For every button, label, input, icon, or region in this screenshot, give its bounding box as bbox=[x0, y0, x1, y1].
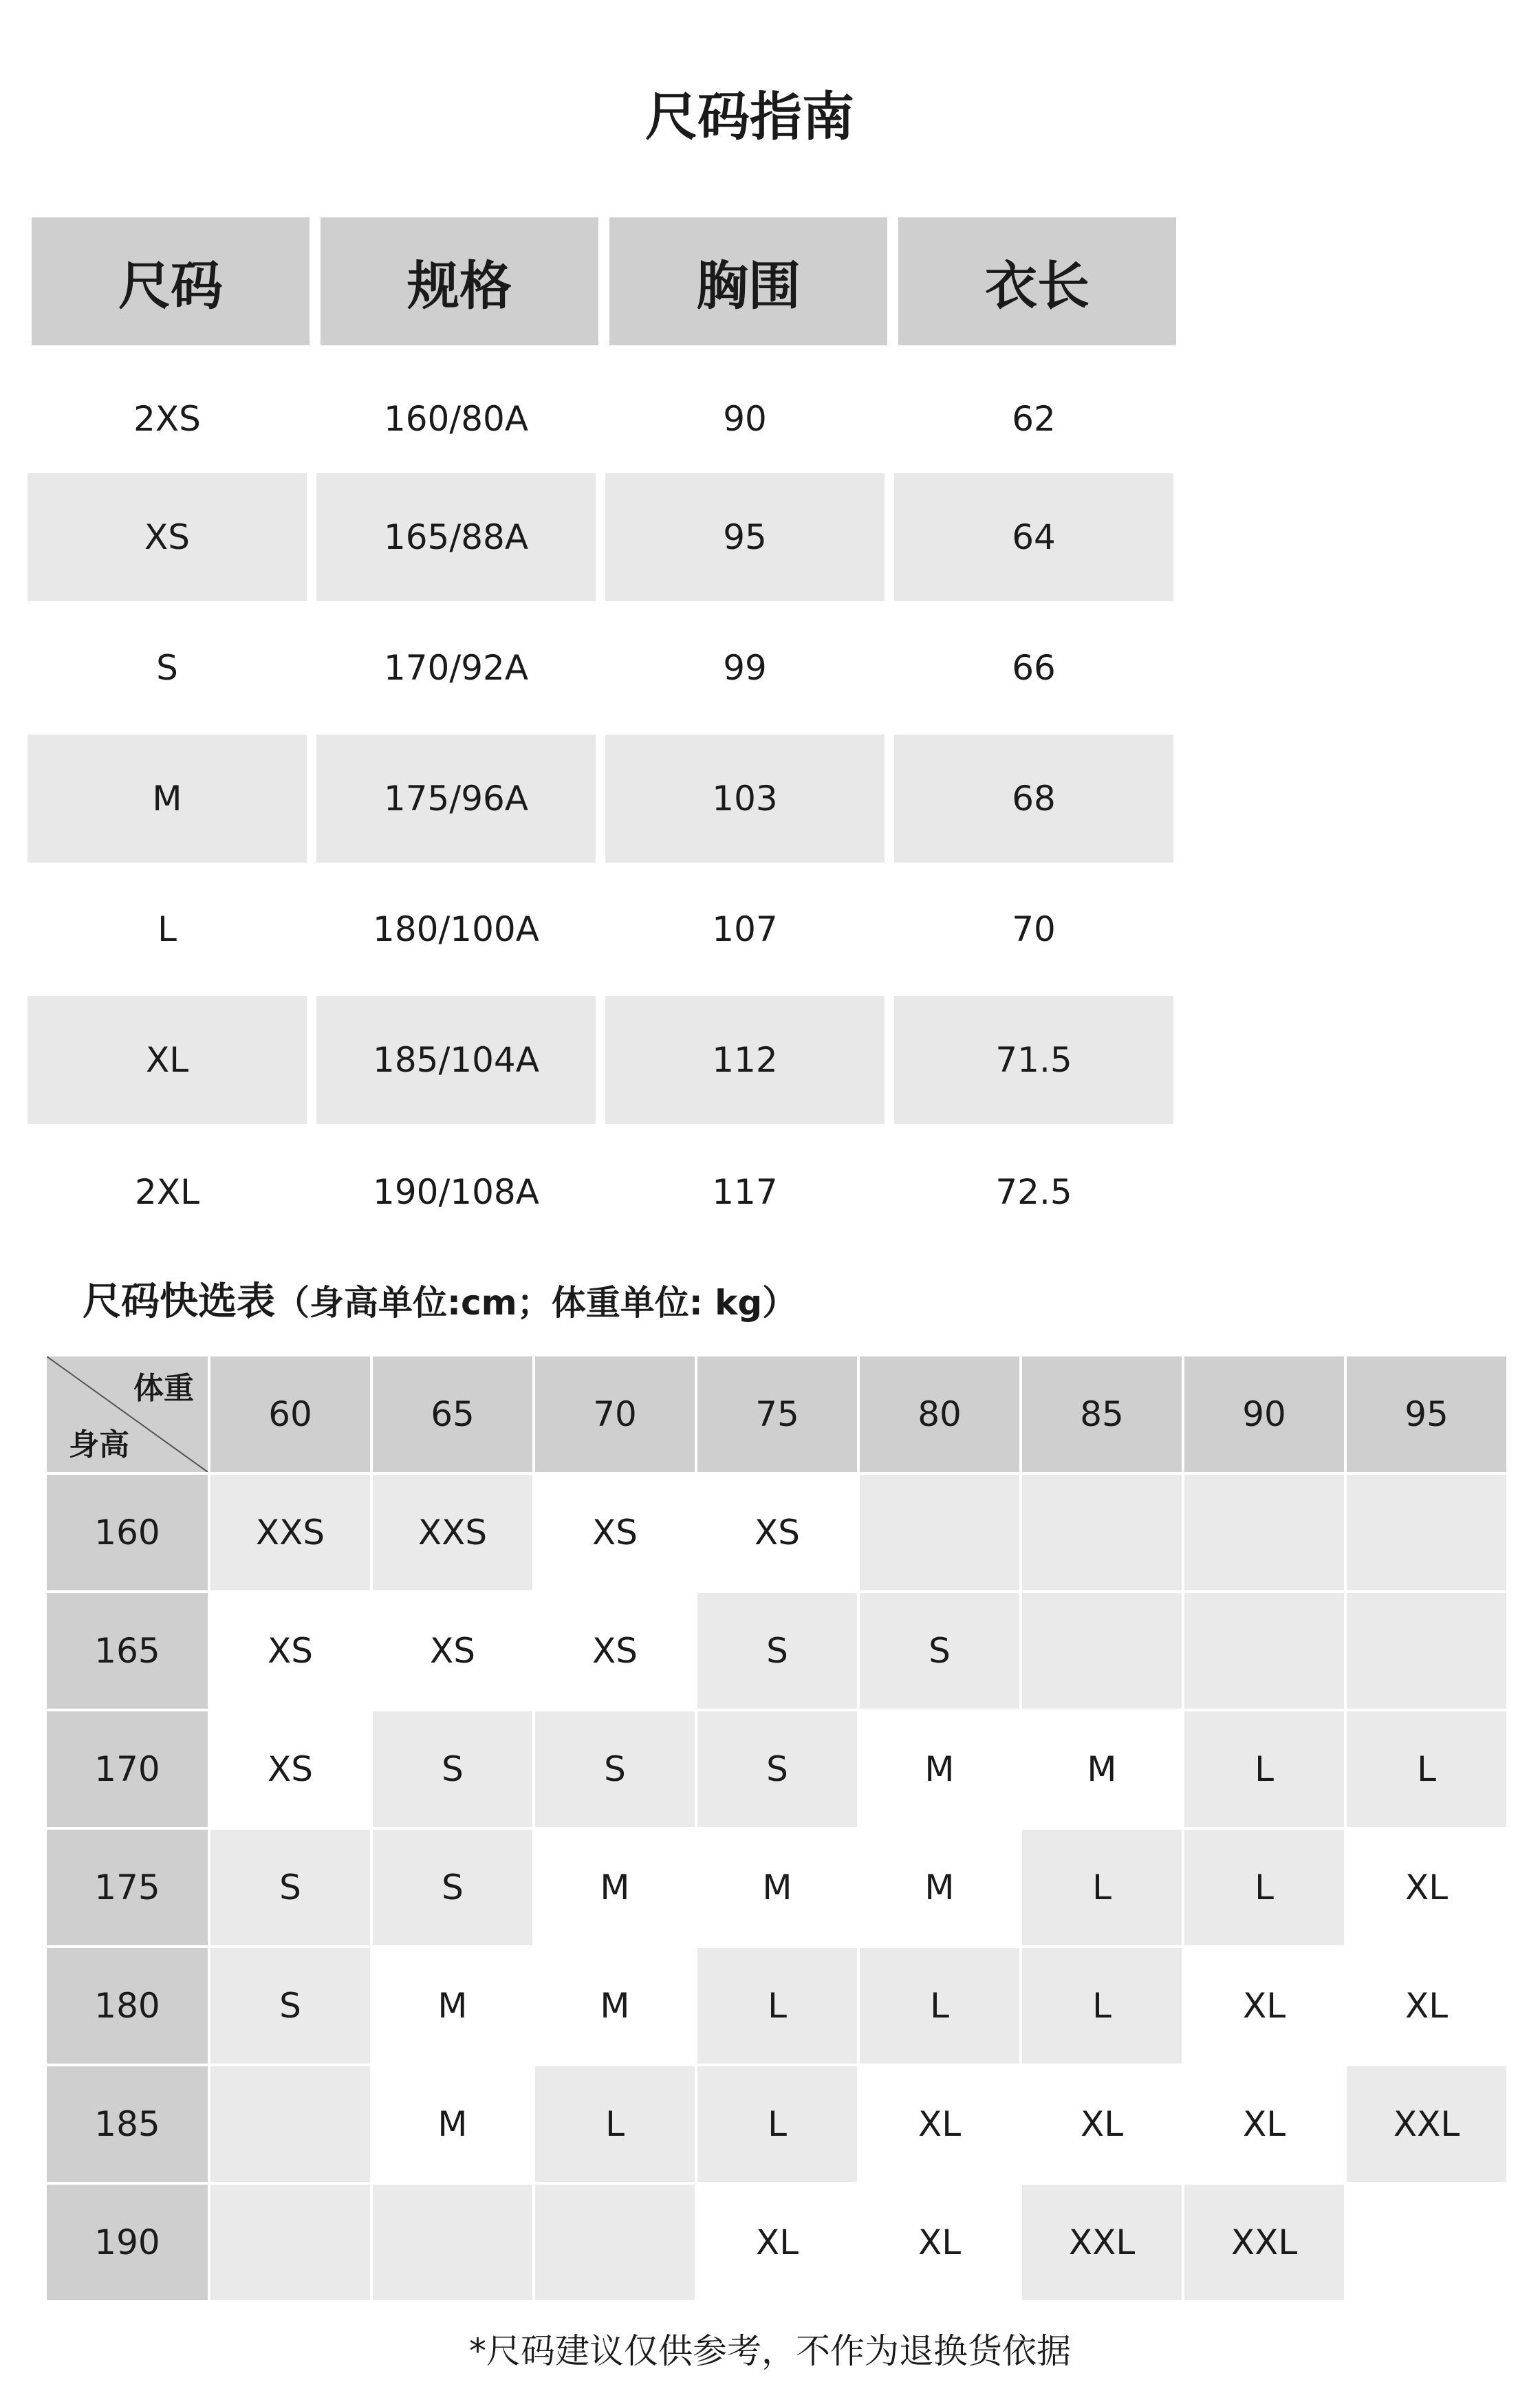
height-header: 175 bbox=[47, 1830, 208, 1945]
size-recommendation-cell bbox=[1184, 1475, 1344, 1590]
size-recommendation-cell: XXL bbox=[1347, 2066, 1506, 2182]
size-recommendation-cell: S bbox=[535, 1711, 695, 1827]
size-cell: S bbox=[156, 648, 178, 688]
size-recommendation-cell: XS bbox=[268, 1631, 313, 1671]
size-recommendation-cell: XL bbox=[918, 2222, 962, 2262]
size-cell: 112 bbox=[605, 996, 885, 1124]
size-cell: 160/80A bbox=[383, 399, 529, 439]
size-recommendation-cell: M bbox=[924, 1749, 955, 1789]
size-recommendation-cell bbox=[210, 2185, 370, 2300]
size-recommendation-cell: XS bbox=[592, 1513, 638, 1552]
size-header-0: 尺码 bbox=[32, 217, 310, 345]
size-cell: 2XL bbox=[135, 1172, 199, 1212]
size-recommendation-cell: XS bbox=[268, 1749, 313, 1789]
quick-units-text: （身高单位:cm；体重单位: kg） bbox=[275, 1283, 797, 1323]
size-cell: 2XS bbox=[133, 399, 201, 439]
size-recommendation-cell bbox=[1347, 1475, 1506, 1590]
size-cell: 95 bbox=[605, 473, 885, 601]
height-header: 170 bbox=[47, 1711, 208, 1827]
size-recommendation-cell: L bbox=[1022, 1830, 1182, 1945]
size-recommendation-cell: XL bbox=[1080, 2104, 1124, 2144]
size-recommendation-cell bbox=[1347, 2185, 1506, 2300]
quick-title-text: 尺码快选表 bbox=[83, 1279, 275, 1324]
size-recommendation-cell bbox=[1184, 1593, 1344, 1709]
size-recommendation-cell: S bbox=[210, 1948, 370, 2064]
size-recommendation-cell: XS bbox=[755, 1513, 800, 1552]
size-recommendation-cell: L bbox=[697, 1948, 857, 2064]
size-recommendation-cell bbox=[1347, 1593, 1506, 1709]
size-recommendation-cell: XL bbox=[1242, 1986, 1286, 2026]
size-recommendation-cell: L bbox=[860, 1948, 1019, 2064]
size-recommendation-cell bbox=[1022, 1593, 1182, 1709]
size-recommendation-cell: XXL bbox=[1184, 2185, 1344, 2300]
size-recommendation-cell: XXL bbox=[1022, 2185, 1182, 2300]
weight-header: 60 bbox=[210, 1356, 370, 1472]
size-recommendation-cell: XXS bbox=[373, 1475, 532, 1590]
corner-height-label: 身高 bbox=[69, 1427, 129, 1462]
weight-header: 70 bbox=[535, 1356, 695, 1472]
weight-header: 75 bbox=[697, 1356, 857, 1472]
height-header: 160 bbox=[47, 1475, 208, 1590]
size-cell: L bbox=[158, 909, 177, 949]
size-recommendation-cell bbox=[860, 1475, 1019, 1590]
weight-header: 80 bbox=[860, 1356, 1019, 1472]
weight-header: 95 bbox=[1347, 1356, 1506, 1472]
size-recommendation-cell: S bbox=[697, 1711, 857, 1827]
size-cell: 70 bbox=[1012, 909, 1056, 949]
size-recommendation-cell: XL bbox=[755, 2222, 799, 2262]
size-cell: 107 bbox=[712, 909, 778, 949]
size-recommendation-cell: XXS bbox=[210, 1475, 370, 1590]
size-cell: 99 bbox=[723, 648, 767, 688]
size-recommendation-cell: XL bbox=[1242, 2104, 1286, 2144]
disclaimer-note: *尺码建议仅供参考，不作为退换货依据 bbox=[469, 2331, 1071, 2371]
size-header-3: 衣长 bbox=[898, 217, 1176, 345]
size-recommendation-cell: L bbox=[535, 2066, 695, 2182]
size-recommendation-cell: XL bbox=[1405, 1868, 1449, 1907]
size-recommendation-cell: M bbox=[437, 2104, 468, 2144]
size-cell: 180/100A bbox=[373, 909, 539, 949]
size-recommendation-cell: M bbox=[924, 1868, 955, 1907]
size-cell: 170/92A bbox=[383, 648, 529, 688]
size-cell: 62 bbox=[1012, 399, 1056, 439]
size-cell: 103 bbox=[605, 735, 885, 863]
size-recommendation-cell bbox=[1022, 1475, 1182, 1590]
size-recommendation-cell: XL bbox=[918, 2104, 962, 2144]
size-cell: 190/108A bbox=[373, 1172, 539, 1212]
size-recommendation-cell: M bbox=[762, 1868, 792, 1907]
size-cell: 64 bbox=[894, 473, 1173, 601]
size-cell: M bbox=[28, 735, 307, 863]
size-recommendation-cell: S bbox=[860, 1593, 1019, 1709]
size-recommendation-cell: M bbox=[437, 1986, 468, 2026]
size-cell: XL bbox=[28, 996, 307, 1124]
weight-header: 90 bbox=[1184, 1356, 1344, 1472]
size-recommendation-cell: S bbox=[697, 1593, 857, 1709]
size-cell: 72.5 bbox=[995, 1172, 1072, 1212]
size-cell: 71.5 bbox=[894, 996, 1173, 1124]
size-recommendation-cell: S bbox=[373, 1711, 532, 1827]
size-cell: 66 bbox=[1012, 648, 1056, 688]
height-header: 190 bbox=[47, 2185, 208, 2300]
weight-header: 85 bbox=[1022, 1356, 1182, 1472]
size-recommendation-cell: S bbox=[210, 1830, 370, 1945]
size-recommendation-cell: S bbox=[373, 1830, 532, 1945]
size-recommendation-cell: XS bbox=[430, 1631, 475, 1671]
size-recommendation-cell bbox=[535, 2185, 695, 2300]
height-header: 185 bbox=[47, 2066, 208, 2182]
size-recommendation-cell: M bbox=[600, 1868, 630, 1907]
size-recommendation-cell: L bbox=[1184, 1711, 1344, 1827]
size-recommendation-cell: M bbox=[600, 1986, 630, 2026]
size-recommendation-cell: M bbox=[1087, 1749, 1117, 1789]
size-cell: XS bbox=[28, 473, 307, 601]
size-recommendation-cell: XL bbox=[1405, 1986, 1449, 2026]
size-header-1: 规格 bbox=[321, 217, 598, 345]
size-recommendation-cell bbox=[210, 2066, 370, 2182]
height-header: 180 bbox=[47, 1948, 208, 2064]
size-recommendation-cell: L bbox=[1347, 1711, 1506, 1827]
size-cell: 68 bbox=[894, 735, 1173, 863]
height-header: 165 bbox=[47, 1593, 208, 1709]
size-recommendation-cell: XS bbox=[592, 1631, 638, 1671]
quick-select-title bbox=[83, 1271, 796, 1333]
size-recommendation-cell: L bbox=[1184, 1830, 1344, 1945]
size-header-2: 胸围 bbox=[609, 217, 887, 345]
weight-header: 65 bbox=[373, 1356, 532, 1472]
size-cell: 165/88A bbox=[316, 473, 596, 601]
size-cell: 90 bbox=[723, 399, 767, 439]
size-recommendation-cell bbox=[373, 2185, 532, 2300]
size-cell: 117 bbox=[712, 1172, 778, 1212]
size-cell: 175/96A bbox=[316, 735, 596, 863]
corner-cell bbox=[47, 1356, 208, 1472]
corner-weight-label: 体重 bbox=[133, 1371, 194, 1406]
size-recommendation-cell: L bbox=[697, 2066, 857, 2182]
size-recommendation-cell: L bbox=[1022, 1948, 1182, 2064]
page-title: 尺码指南 bbox=[645, 86, 854, 147]
size-cell: 185/104A bbox=[316, 996, 596, 1124]
